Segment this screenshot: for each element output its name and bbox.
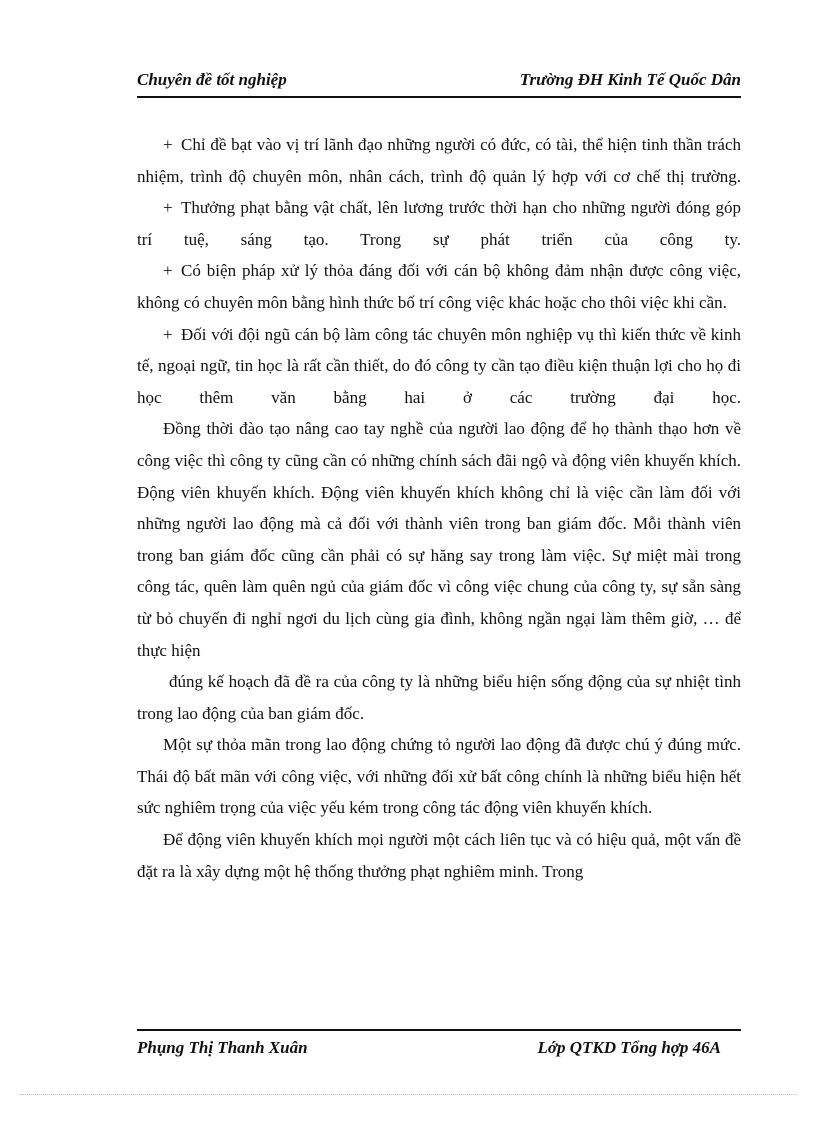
paragraph-8 — [137, 824, 741, 887]
plus-bullet-icon: + — [163, 261, 173, 281]
paragraph-text: Có biện pháp xử lý thỏa đáng đối với cán bộ không đảm nhận được công việc, không có chuyên môn bằng hình thức bố trí công việc khác hoặc cho thôi việc khi cần. — [137, 261, 741, 312]
paragraph-1 — [137, 129, 741, 192]
plus-bullet-icon: + — [163, 135, 173, 154]
page-footer — [137, 1029, 741, 1059]
paragraph-text: Đồng thời đào tạo nâng cao tay nghề của người lao động để họ thành thạo hơn về công việc thì công ty cũng cần có những chính sách đãi ngộ và động viên khuyến khích. Động viên khuyến khích. Động viên khuyến khích không chỉ là việc cần làm đối với những người lao động mà cả đối với thành viên trong ban giám đốc. Mỗi thành viên trong ban giám đốc cũng cần phải có sự hăng say trong làm việc. Sự miệt mài trong công tác, quên làm quên ngủ của giám đốc vì công việc chung của công ty, sự sẵn sàng từ bỏ chuyến đi nghỉ ngơi du lịch cùng gia đình, không ngần ngại làm thêm giờ, … để thực hiện — [137, 419, 741, 660]
plus-bullet-icon: + — [163, 198, 173, 218]
paragraph-text: Để động viên khuyến khích mọi người một cách liên tục và có hiệu quả, một vấn đề đặt ra là xây dựng một hệ thống thưởng phạt nghiêm minh. Trong — [137, 830, 741, 881]
header-document-title: Chuyên đề tốt nghiệp — [137, 70, 287, 89]
paragraph-text: Đối với đội ngũ cán bộ làm công tác chuyên môn nghiệp vụ thì kiến thức về kinh tế, ngoại ngữ, tin học là rất cần thiết, do đó công ty cần tạo điều kiện thuận lợi cho họ đi học thêm văn bằng hai ở các trường đại học. — [137, 324, 741, 407]
paragraph-text: Thưởng phạt bằng vật chất, lên lương trước thời hạn cho những người đóng góp trí tuệ, sáng tạo. Trong sự phát triển của công ty. — [137, 198, 741, 249]
paragraph-2 — [137, 192, 741, 255]
paragraph-text: đúng kế hoạch đã đề ra của công ty là những biểu hiện sống động của sự nhiệt tình trong lao động của ban giám đốc. — [137, 672, 741, 723]
footer-class: Lớp QTKD Tổng hợp 46A — [537, 1038, 721, 1057]
paragraph-7 — [137, 729, 741, 824]
plus-bullet-icon: + — [163, 324, 173, 344]
header-university: Trường ĐH Kinh Tế Quốc Dân — [519, 70, 741, 89]
paragraph-5 — [137, 413, 741, 666]
page-break-divider — [20, 1094, 796, 1095]
paragraph-4 — [137, 319, 741, 414]
body-text — [137, 129, 741, 887]
footer-author: Phụng Thị Thanh Xuân — [137, 1038, 308, 1057]
page-header — [137, 70, 741, 98]
paragraph-text: Một sự thỏa mãn trong lao động chứng tỏ người lao động đã được chú ý đúng mức. Thái độ bất mãn với công việc, với những đối xử bất công chính là những biểu hiện hết sức nghiêm trọng của việc yếu kém trong công tác động viên khuyến khích. — [137, 735, 741, 818]
paragraph-text: Chỉ đề bạt vào vị trí lãnh đạo những người có đức, có tài, thể hiện tinh thần trách nhiệm, trình độ chuyên môn, nhân cách, trình độ quản lý hợp với cơ chế thị trường. — [137, 135, 741, 186]
paragraph-6 — [137, 666, 741, 729]
paragraph-3 — [137, 255, 741, 318]
